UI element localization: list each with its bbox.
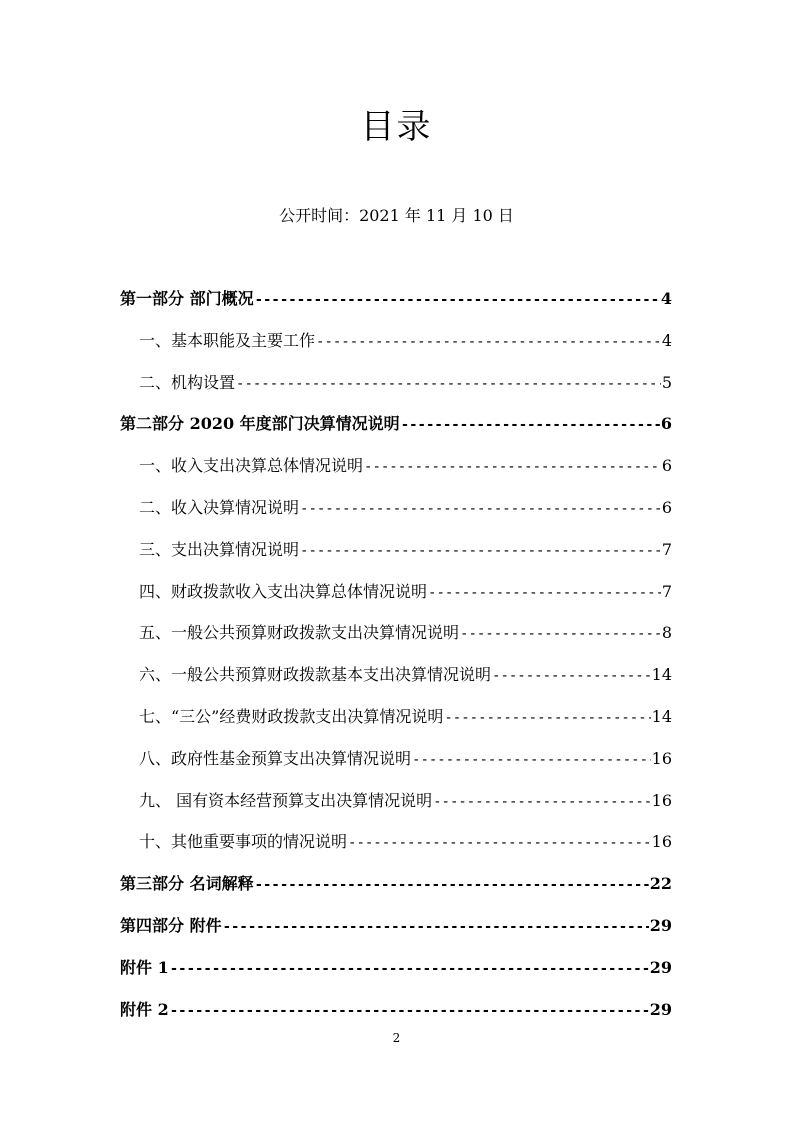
toc-entry[interactable] [120, 662, 672, 704]
toc-entry-page: 6 [661, 456, 672, 476]
toc-entry-page: 4 [661, 330, 672, 350]
toc-entry[interactable] [120, 746, 672, 788]
toc-entry-label: 五、一般公共预算财政拨款支出决算情况说明 [139, 623, 460, 643]
toc-leader [348, 830, 651, 856]
toc-entry-label: 七、“三公”经费财政拨款支出决算情况说明 [139, 706, 444, 726]
toc-entry-page: 16 [651, 790, 672, 810]
toc-entry-label: 三、支出决算情况说明 [139, 539, 300, 559]
toc-entry[interactable] [120, 453, 672, 495]
toc-leader [412, 747, 651, 773]
toc-entry-label: 二、机构设置 [139, 372, 236, 392]
toc-entry[interactable] [120, 955, 672, 997]
page-number: 2 [392, 1031, 401, 1045]
table-of-contents [120, 286, 672, 1038]
toc-entry-page: 7 [661, 581, 672, 601]
toc-entry-page: 14 [651, 665, 672, 685]
toc-leader [300, 496, 661, 522]
toc-entry-page: 22 [649, 874, 672, 894]
toc-entry-label: 附件 1 [120, 957, 169, 977]
page-title: 目录 [360, 107, 433, 147]
toc-entry-label: 九、 国有资本经营预算支出决算情况说明 [139, 790, 433, 810]
toc-entry-page: 6 [661, 497, 672, 517]
toc-entry-label: 附件 2 [120, 999, 169, 1019]
toc-leader [170, 956, 649, 982]
toc-leader [255, 872, 649, 898]
toc-leader [255, 287, 660, 313]
toc-leader [460, 621, 661, 647]
toc-leader [316, 329, 661, 355]
toc-entry[interactable] [120, 829, 672, 871]
toc-entry-label: 第二部分 2020 年度部门决算情况说明 [120, 414, 400, 434]
publish-date: 公开时间：2021 年 11 月 10 日 [279, 206, 514, 225]
toc-entry-page: 8 [661, 623, 672, 643]
toc-leader [364, 454, 661, 480]
toc-entry[interactable] [120, 579, 672, 621]
toc-leader [401, 412, 660, 438]
toc-entry-label: 十、其他重要事项的情况说明 [139, 832, 348, 852]
toc-entry[interactable] [120, 328, 672, 370]
toc-entry[interactable] [120, 704, 672, 746]
toc-entry-page: 4 [660, 289, 672, 308]
toc-entry-label: 第一部分 部门概况 [120, 289, 254, 308]
toc-entry-label: 八、政府性基金预算支出决算情况说明 [139, 748, 412, 768]
toc-entry-label: 第三部分 名词解释 [120, 874, 254, 894]
toc-entry-label: 四、财政拨款收入支出决算总体情况说明 [139, 581, 428, 601]
toc-leader [433, 789, 651, 815]
toc-entry-label: 二、收入决算情况说明 [139, 497, 300, 517]
toc-entry-label: 六、一般公共预算财政拨款基本支出决算情况说明 [139, 665, 492, 685]
toc-entry[interactable] [120, 537, 672, 579]
toc-leader [170, 998, 649, 1024]
toc-entry-page: 16 [651, 748, 672, 768]
toc-leader [444, 705, 650, 731]
toc-leader [300, 538, 661, 564]
toc-entry-label: 一、基本职能及主要工作 [139, 330, 316, 350]
toc-entry-page: 16 [651, 832, 672, 852]
toc-entry-label: 第四部分 附件 [120, 915, 222, 935]
toc-entry-page: 29 [649, 999, 672, 1019]
toc-entry[interactable] [120, 620, 672, 662]
toc-entry-page: 29 [649, 915, 672, 935]
toc-entry[interactable] [120, 370, 672, 412]
toc-leader [428, 580, 661, 606]
toc-entry-page: 5 [661, 372, 672, 392]
toc-entry[interactable] [120, 788, 672, 830]
toc-leader [236, 371, 661, 397]
toc-leader [492, 663, 651, 689]
toc-entry[interactable] [120, 495, 672, 537]
toc-entry-page: 6 [660, 414, 672, 434]
toc-entry-page: 14 [651, 706, 672, 726]
toc-entry[interactable] [120, 411, 672, 453]
toc-entry[interactable] [120, 286, 672, 328]
toc-entry[interactable] [120, 913, 672, 955]
toc-entry-label: 一、收入支出决算总体情况说明 [139, 456, 364, 476]
toc-entry-page: 7 [661, 539, 672, 559]
toc-entry-page: 29 [649, 957, 672, 977]
toc-leader [223, 914, 649, 940]
toc-entry[interactable] [120, 871, 672, 913]
